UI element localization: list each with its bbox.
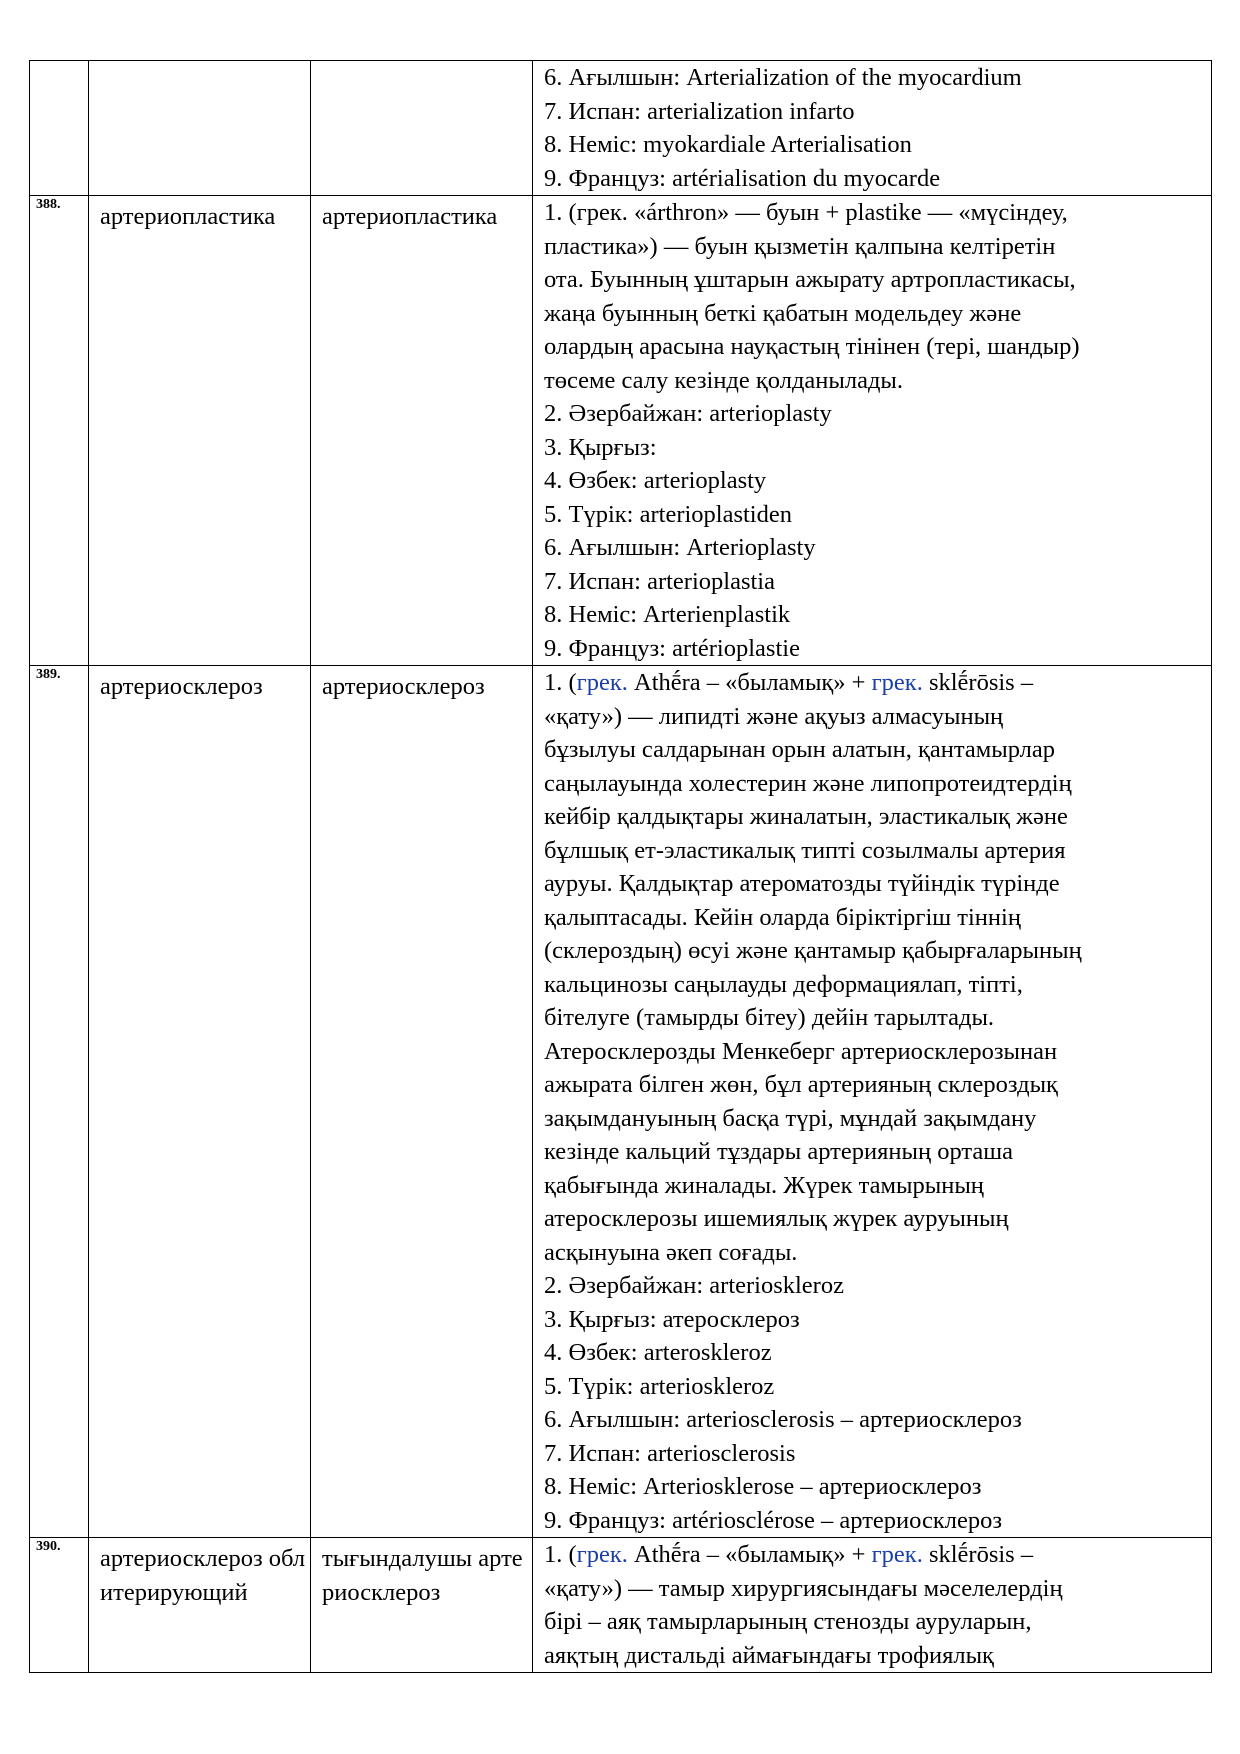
dictionary-table-body [30, 61, 1212, 1673]
definition-line: ауруы. Қалдықтар атероматозды түйіндік түрінде [544, 870, 1060, 897]
greek-abbrev-link[interactable]: грек. [576, 1541, 628, 1568]
definition-line: бірі – аяқ тамырларының стенозды ауруларын, [544, 1608, 1032, 1635]
definition-line: 8. Неміс: myokardiale Arterialisation [544, 131, 912, 158]
term-russian [89, 61, 311, 196]
definition-line: 9. Француз: artériosclérose – артериосклероз [544, 1506, 1003, 1534]
definition-line: 6. Ағылшын: arteriosclerosis – артериосклероз [544, 1406, 1022, 1433]
definition-text: 1. ( [544, 669, 577, 696]
definition-line: 7. Испан: arterioplastia [544, 567, 775, 595]
definition-line: бұлшық ет-эластикалық типті созылмалы артерия [544, 836, 1066, 864]
definition-line: кезінде кальций тұздары артерияның орташа [544, 1138, 1013, 1165]
definition-line: «қату») — тамыр хирургиясындағы мәселелердің [544, 1574, 1063, 1602]
definition-line: (склероздың) өсуі және қантамыр қабырғаларының [544, 937, 1082, 964]
entry-number [30, 61, 89, 196]
definition-line: төсеме салу кезінде қолданылады. [544, 366, 904, 394]
definition-line: 6. Ағылшын: Arterialization of the myocardium [544, 64, 1022, 91]
term-russian: артериосклероз облитерирующий [89, 1538, 311, 1673]
definition-line: атеросклерозы ишемиялық жүрек ауруының [544, 1205, 1009, 1232]
greek-abbrev-link[interactable]: грек. [871, 669, 923, 696]
definition-line: «қату») — липидті және ақуыз алмасуының [544, 702, 1004, 730]
definition-line: 4. Өзбек: arteroskleroz [544, 1339, 772, 1366]
definition-line: Атеросклерозды Менкеберг артериосклерозынан [544, 1037, 1058, 1065]
definition-text: sklḗrōsis – [922, 669, 1034, 696]
definition-line: пластика») — буын қызметін қалпына келтіретін [544, 232, 1056, 260]
term-russian: артериосклероз [89, 666, 311, 1538]
entry-number: 390. [30, 1538, 89, 1673]
definition-line: 9. Француз: artérioplastie [544, 634, 800, 662]
entry-number: 388. [30, 196, 89, 666]
definition-line: қалыптасады. Кейін оларда біріктіргіш тіннің [544, 903, 1021, 931]
definition-line: 1. (грек. «árthron» — буын + plastike — «мүсіндеу, [544, 199, 1068, 226]
definition-text: Athḗra – «быламық» + [627, 1541, 872, 1568]
definition-line [544, 1538, 1205, 1572]
table-row [30, 666, 1212, 1538]
definition-line: кальцинозы саңылауды деформациялап, тіпті, [544, 970, 1023, 998]
term-definition [533, 61, 1212, 196]
greek-abbrev-link[interactable]: грек. [871, 1541, 923, 1568]
term-kazakh [311, 61, 533, 196]
term-kazakh: артериосклероз [311, 666, 533, 1538]
table-row [30, 196, 1212, 666]
definition-line: зақымдануының басқа түрі, мұндай зақымдану [544, 1104, 1037, 1132]
definition-line: 5. Түрік: arterioskleroz [544, 1372, 775, 1400]
definition-line: 8. Неміс: Arteriosklerose – артериосклероз [544, 1473, 982, 1500]
definition-line: кейбір қалдықтары жиналатын, эластикалық және [544, 803, 1068, 830]
definition-line: бітелуге (тамырды бітеу) дейін тарылтады. [544, 1004, 995, 1031]
definition-line: олардың арасына науқастың тінінен (тері, шандыр) [544, 333, 1080, 360]
term-definition [533, 196, 1212, 666]
definition-line: 7. Испан: arteriosclerosis [544, 1439, 796, 1467]
definition-line: 8. Неміс: Arterienplastik [544, 601, 791, 628]
definition-line: аяқтың дистальді аймағындағы трофиялық [544, 1641, 994, 1669]
definition-line: ота. Буынның ұштарын ажырату артропластикасы, [544, 266, 1076, 293]
term-kazakh: артериопластика [311, 196, 533, 666]
definition-line: саңылауында холестерин және липопротеидтердің [544, 769, 1072, 797]
definition-text: sklḗrōsis – [922, 1541, 1034, 1568]
term-definition [533, 666, 1212, 1538]
definition-line: 9. Француз: artérialisation du myocarde [544, 164, 941, 192]
definition-line: 2. Әзербайжан: arterioplasty [544, 400, 832, 427]
definition-line: 3. Қырғыз: [544, 433, 657, 461]
term-definition [533, 1538, 1212, 1673]
definition-line: бұзылуы салдарынан орын алатын, қантамырлар [544, 736, 1055, 763]
definition-line: 6. Ағылшын: Arterioplasty [544, 534, 816, 561]
definition-text: Athḗra – «быламық» + [627, 669, 872, 696]
definition-line: 4. Өзбек: arterioplasty [544, 467, 767, 494]
definition-line: 3. Қырғыз: атеросклероз [544, 1305, 800, 1333]
greek-abbrev-link[interactable]: грек. [576, 669, 628, 696]
term-kazakh: тығындалушы артериосклероз [311, 1538, 533, 1673]
term-russian: артериопластика [89, 196, 311, 666]
definition-line: 5. Түрік: arterioplastiden [544, 500, 792, 528]
definition-line: асқынуына әкеп соғады. [544, 1238, 798, 1266]
definition-line: ажырата білген жөн, бұл артерияның склероздық [544, 1071, 1058, 1098]
table-row [30, 1538, 1212, 1673]
table-row [30, 61, 1212, 196]
definition-line [544, 666, 1205, 700]
definition-line: жаңа буынның беткі қабатын модельдеу және [544, 299, 1022, 327]
definition-line: қабығында жиналады. Жүрек тамырының [544, 1171, 984, 1199]
definition-line: 7. Испан: arterialization infarto [544, 97, 855, 125]
definition-line: 2. Әзербайжан: arterioskleroz [544, 1272, 844, 1299]
definition-text: 1. ( [544, 1541, 577, 1568]
entry-number: 389. [30, 666, 89, 1538]
dictionary-table [29, 60, 1212, 1673]
